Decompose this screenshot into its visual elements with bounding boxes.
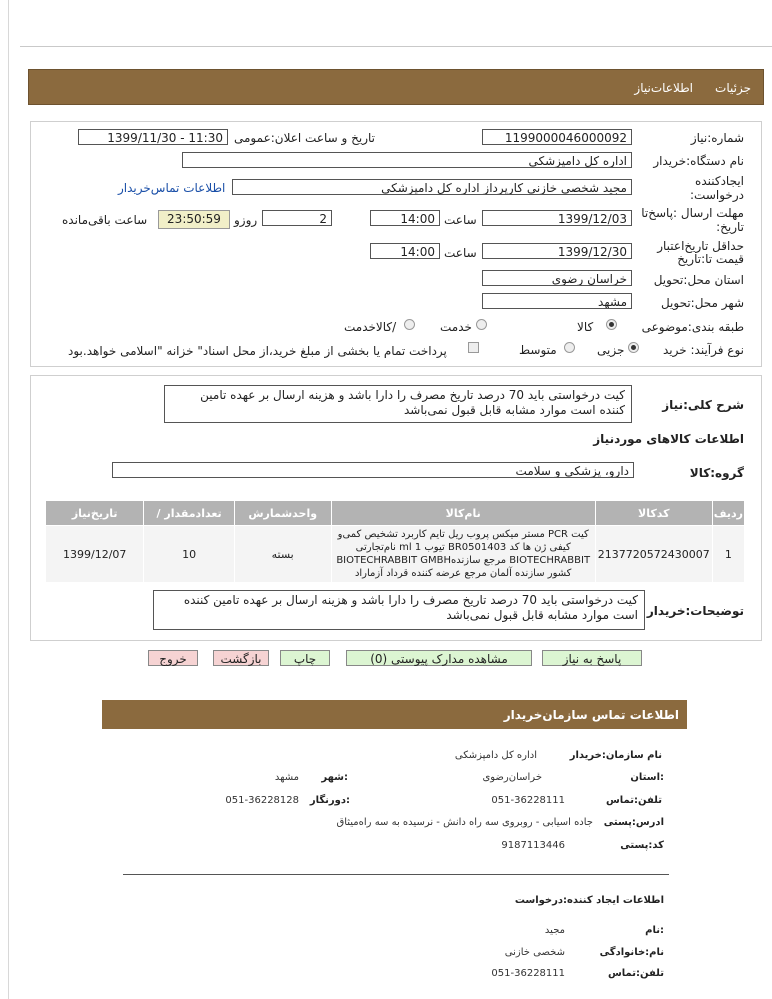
creator-family-label: نام:خانوادگی bbox=[599, 947, 664, 958]
contact-city-label: :شهر bbox=[321, 772, 348, 783]
contact-city: مشهد bbox=[274, 772, 299, 783]
announce-label: تاریخ و ساعت اعلان:عمومی bbox=[234, 131, 376, 145]
process-medium-label: متوسط bbox=[519, 343, 557, 357]
category-service-label: خدمت bbox=[440, 320, 472, 334]
remaining-label: ساعت باقی‌مانده bbox=[62, 213, 148, 227]
process-label: نوع فرآیند: خرید bbox=[663, 343, 744, 357]
back-button[interactable]: بازگشت bbox=[213, 650, 269, 666]
cell-item-code: 2137720572430007 bbox=[595, 526, 712, 583]
deadline-time-label: ساعت bbox=[444, 213, 477, 227]
contact-phone-label: تلفن:تماس bbox=[605, 795, 662, 806]
buyer-org-label: نام دستگاه:خریدار bbox=[653, 154, 744, 168]
goods-table bbox=[45, 500, 745, 583]
category-goods-label: کالا bbox=[577, 320, 594, 334]
days-field: 2 bbox=[262, 210, 332, 226]
treasury-note: پرداخت تمام یا بخشی از مبلغ خرید،از محل اسناد" خزانه "اسلامی خواهد.بود bbox=[68, 344, 447, 358]
contact-org-label: نام سازمان:خریدار bbox=[569, 750, 662, 761]
cell-row: 1 bbox=[712, 526, 744, 583]
cell-item-name: کیت PCR مستر میکس پروب ریل تایم کاربرد تشخیص کمی‌و کیفی ژن ها کد BR0501403 تیوب 1 ml نام‌تجارتی BIOTECHRABBIT مرجع سازنده‌BIOTECHRABBIT GMBH کشور سازنده آلمان مرجع عرضه کننده قرداد آزماراد bbox=[331, 526, 595, 583]
validity-time-field: 14:00 bbox=[370, 243, 440, 259]
contact-address-label: ادرس:پستی bbox=[603, 817, 664, 828]
creator-field: مجید شخصی خازنی کارپرداز اداره کل دامپزشکی bbox=[232, 179, 632, 195]
contact-header-bar bbox=[102, 700, 687, 729]
process-minor-label: جزیی bbox=[597, 343, 625, 357]
process-radio-minor[interactable] bbox=[628, 342, 639, 353]
creator-label-1: ایجادکننده bbox=[695, 174, 744, 188]
contact-address: جاده اسیابی - روبروی سه راه دانش - نرسیده به سه راه‌میثاق bbox=[336, 817, 593, 828]
creator-label-2: درخواست: bbox=[690, 188, 744, 202]
deadline-label-1: مهلت ارسال :پاسخ‌تا bbox=[641, 206, 744, 220]
deadline-label-2: تاریخ: bbox=[716, 220, 744, 234]
table-row bbox=[46, 526, 745, 583]
validity-label-1: حداقل تاریخ‌اعتبار bbox=[657, 239, 744, 253]
category-radio-service[interactable] bbox=[476, 319, 487, 330]
creator-info-title: اطلاعات ایجاد کننده:درخواست bbox=[514, 895, 664, 906]
col-row: ردیف bbox=[712, 501, 744, 526]
print-button[interactable]: چاپ bbox=[280, 650, 330, 666]
category-radio-goods-service[interactable] bbox=[404, 319, 415, 330]
process-radio-medium[interactable] bbox=[564, 342, 575, 353]
creator-family: شخصی خازنی bbox=[504, 947, 565, 958]
attachments-button[interactable]: مشاهده مدارک پیوستی (0) bbox=[346, 650, 532, 666]
category-radio-goods[interactable] bbox=[606, 319, 617, 330]
goods-info-title: اطلاعات کالاهای موردنیاز bbox=[593, 432, 744, 446]
goods-group-field: دارو، پزشکی و سلامت bbox=[112, 462, 634, 478]
deadline-time-field: 14:00 bbox=[370, 210, 440, 226]
general-desc-label: شرح کلی:نیاز bbox=[662, 398, 744, 412]
treasury-checkbox[interactable] bbox=[468, 342, 479, 353]
col-unit: واحدشمارش bbox=[234, 501, 331, 526]
need-number-label: شماره:نیاز bbox=[690, 131, 744, 145]
reply-button[interactable]: پاسخ به نیاز bbox=[542, 650, 642, 666]
city-field: مشهد bbox=[482, 293, 632, 309]
contact-postal-label: کد:پستی bbox=[620, 840, 664, 851]
validity-date-field: 1399/12/30 bbox=[482, 243, 632, 259]
city-label: شهر محل:تحویل bbox=[660, 296, 744, 310]
exit-button[interactable]: خروج bbox=[148, 650, 198, 666]
contact-province-label: :استان bbox=[630, 772, 664, 783]
creator-phone: 051-36228111 bbox=[491, 968, 565, 979]
creator-phone-label: تلفن:تماس bbox=[607, 968, 664, 979]
general-desc-box: کیت درخواستی باید 70 درصد تاریخ مصرف را دارا باشد و هزینه ارسال بر عهده تامین کننده است موارد مشابه قابل قبول نمی‌باشد bbox=[164, 385, 632, 423]
tab-details[interactable]: جزئیات bbox=[715, 81, 751, 95]
days-label: روزو bbox=[234, 213, 258, 227]
buyer-org-field: اداره کل دامپزشکی bbox=[182, 152, 632, 168]
contact-org: اداره کل دامپزشکی bbox=[454, 750, 537, 761]
province-field: خراسان رضوی bbox=[482, 270, 632, 286]
contact-fax-label: :دورنگار bbox=[309, 795, 350, 806]
cell-unit: بسته bbox=[234, 526, 331, 583]
creator-name: مجید bbox=[544, 925, 565, 936]
remaining-timer: 23:50:59 bbox=[158, 210, 230, 229]
category-label: طبقه بندی:موضوعی bbox=[641, 320, 744, 334]
buyer-notes-box: کیت درخواستی باید 70 درصد تاریخ مصرف را دارا باشد و هزینه ارسال بر عهده تامین کننده است موارد مشابه قابل قبول نمی‌باشد bbox=[153, 590, 645, 630]
col-need-date: تاریخ‌نیاز bbox=[46, 501, 144, 526]
buyer-contact-link[interactable]: اطلاعات تماس‌خریدار bbox=[118, 181, 226, 195]
left-border-line bbox=[8, 0, 9, 999]
contact-province: خراسان‌رضوی bbox=[482, 772, 542, 783]
col-quantity: / تعدادمقدار bbox=[144, 501, 234, 526]
goods-group-label: گروه:کالا bbox=[689, 466, 744, 480]
category-goods-service-label: /کالاخدمت bbox=[344, 320, 397, 334]
validity-time-label: ساعت bbox=[444, 246, 477, 260]
cell-need-date: 1399/12/07 bbox=[46, 526, 144, 583]
contact-phone: 051-36228111 bbox=[491, 795, 565, 806]
announce-field: 1399/11/30 - 11:30 bbox=[78, 129, 228, 145]
col-item-name: نام‌کالا bbox=[331, 501, 595, 526]
need-number-field: 1199000046000092 bbox=[482, 129, 632, 145]
top-tab-bar bbox=[28, 69, 764, 105]
contact-postal: 9187113446 bbox=[501, 840, 565, 851]
creator-name-label: :نام bbox=[645, 925, 664, 936]
province-label: استان محل:تحویل bbox=[653, 273, 744, 287]
contact-fax: 051-36228128 bbox=[225, 795, 299, 806]
buyer-notes-label: توضیحات:خریدار bbox=[646, 604, 744, 618]
cell-quantity: 10 bbox=[144, 526, 234, 583]
col-item-code: کدکالا bbox=[595, 501, 712, 526]
tab-need-info[interactable]: اطلاعات‌نیاز bbox=[634, 81, 693, 95]
validity-label-2: قیمت تا:تاریخ bbox=[677, 252, 744, 266]
contact-title: اطلاعات تماس سازمان‌خریدار bbox=[503, 708, 679, 722]
contact-divider bbox=[123, 874, 669, 875]
deadline-date-field: 1399/12/03 bbox=[482, 210, 632, 226]
top-divider bbox=[20, 46, 772, 47]
